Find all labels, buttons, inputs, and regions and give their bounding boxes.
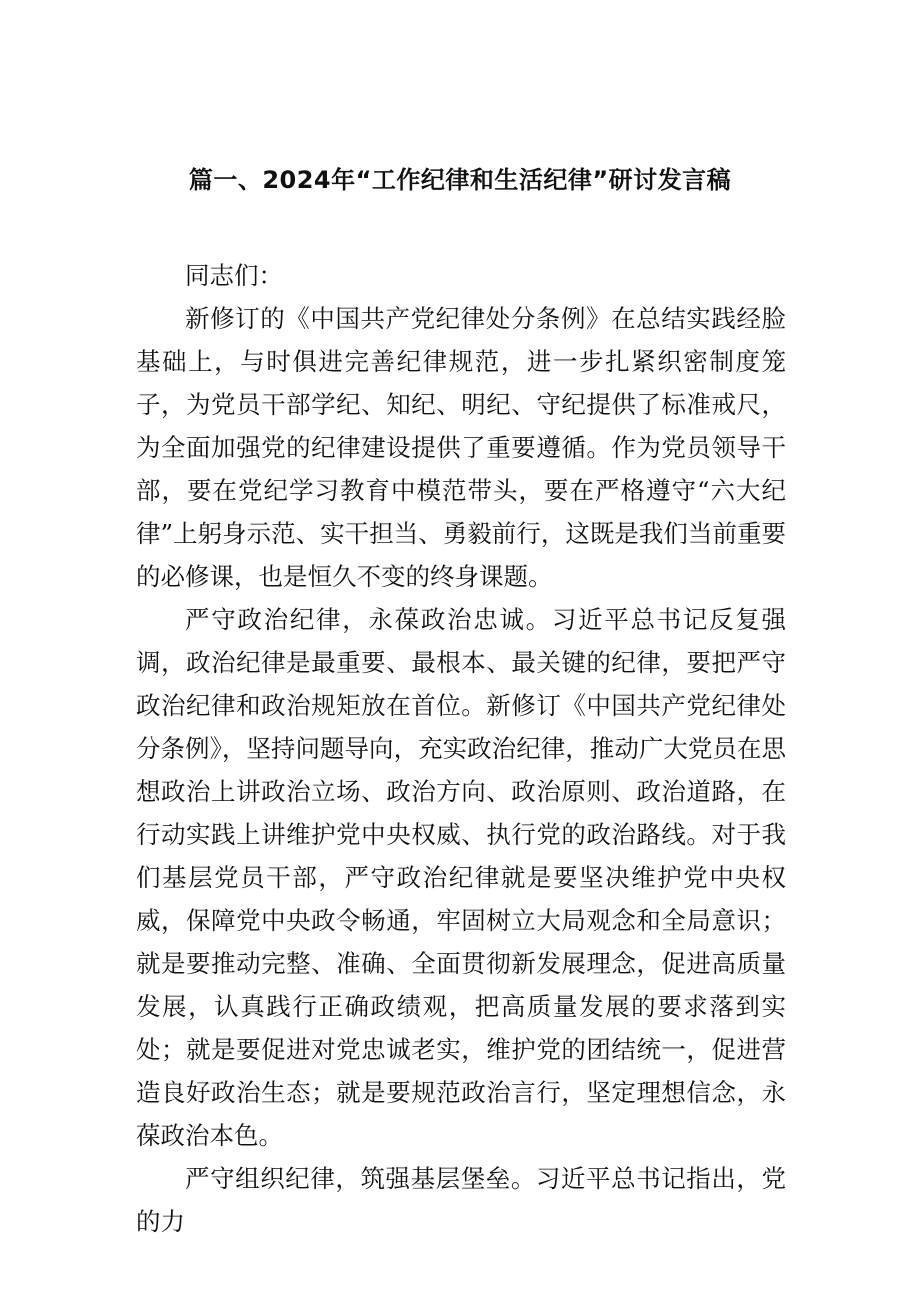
- document-title: 篇一、2024年“工作纪律和生活纪律”研讨发言稿: [188, 166, 732, 194]
- organizational-discipline-paragraph: 严守组织纪律，筑强基层堡垒。习近平总书记指出，党的力: [136, 1164, 786, 1236]
- salutation-paragraph: 同志们：: [185, 261, 283, 290]
- document-body: [136, 254, 786, 1243]
- political-discipline-paragraph: 严守政治纪律，永葆政治忠诚。习近平总书记反复强调，政治纪律是最重要、最根本、最关键的纪律，要把严守政治纪律和政治规矩放在首位。新修订《中国共产党纪律处分条例》，坚持问题导向，充实政治纪律，推动广大党员在思想政治上讲政治立场、政治方向、政治原则、政治道路，在行动实践上讲维护党中央权威、执行党的政治路线。对于我们基层党员干部，严守政治纪律就是要坚决维护党中央权威，保障党中央政令畅通，牢固树立大局观念和全局意识；就是要推动完整、准确、全面贯彻新发展理念，促进高质量发展，认真践行正确政绩观，把高质量发展的要求落到实处；就是要促进对党忠诚老实，维护党的团结统一，促进营造良好政治生态；就是要规范政治言行，坚定理想信念，永葆政治本色。: [136, 605, 786, 1150]
- intro-paragraph: 新修订的《中国共产党纪律处分条例》在总结实践经脸基础上，与时俱进完善纪律规范，进一步扎紧织密制度笼子，为党员干部学纪、知纪、明纪、守纪提供了标准戒尺，为全面加强党的纪律建设提供了重要遵循。作为党员领导干部，要在党纪学习教育中模范带头，要在严格遵守“六大纪律”上躬身示范、实干担当、勇毅前行，这既是我们当前重要的必修课，也是恒久不变的终身课题。: [136, 304, 786, 591]
